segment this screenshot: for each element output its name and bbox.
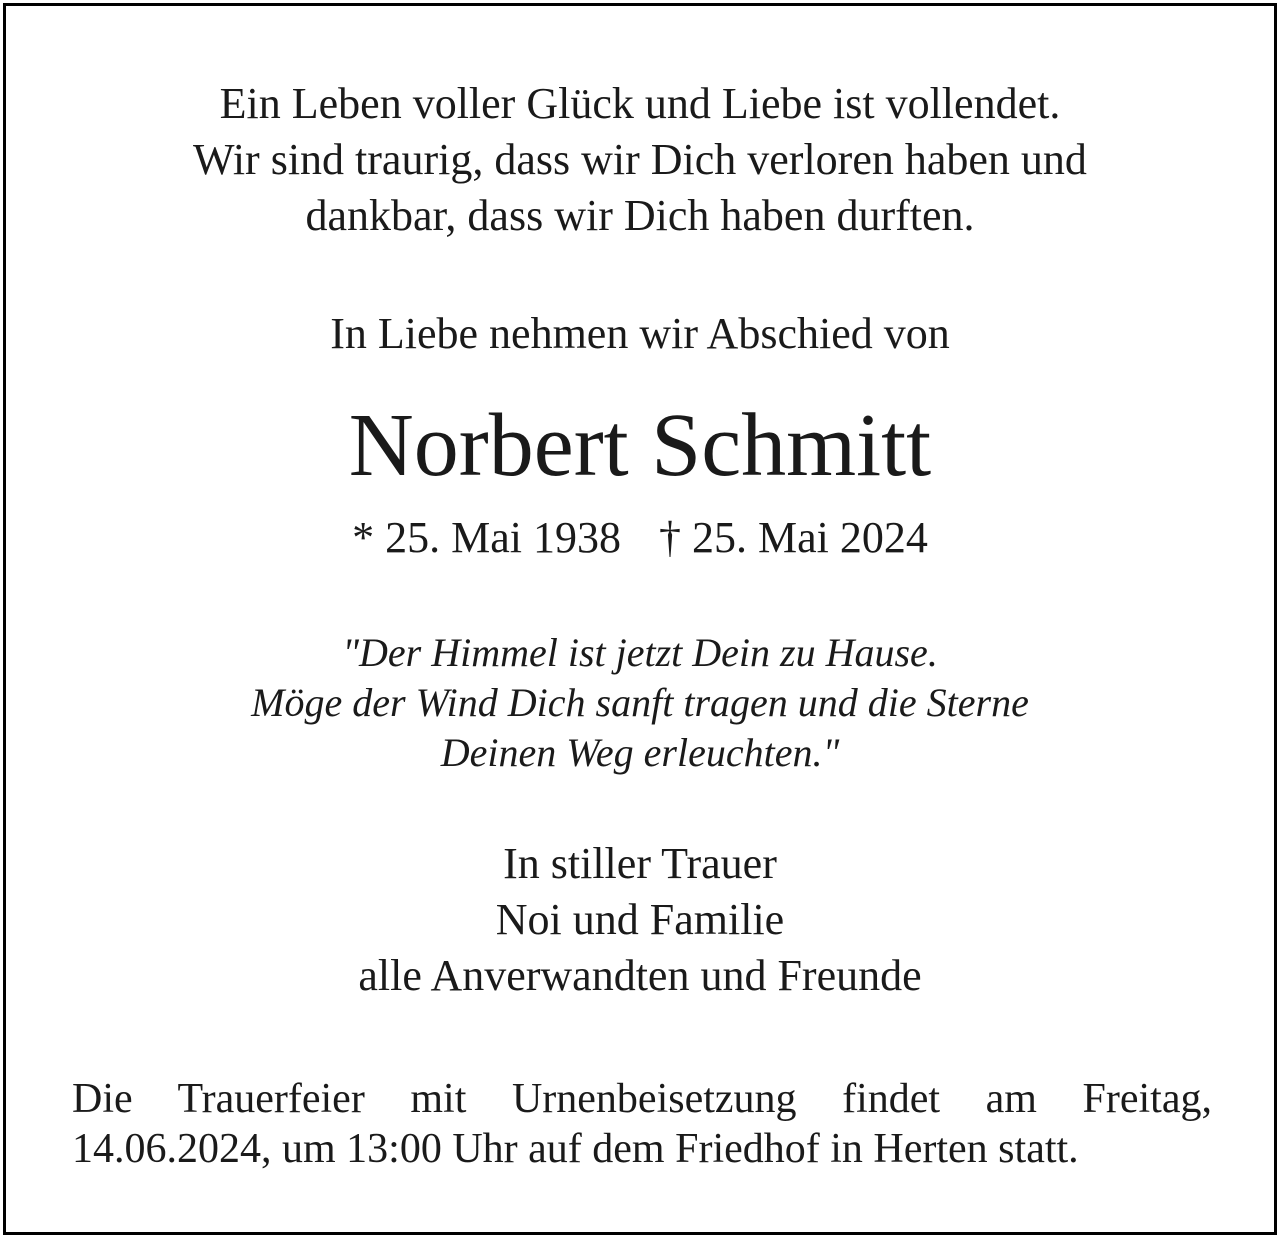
ceremony-notice xyxy=(72,1074,1212,1174)
quote-line-2: Möge der Wind Dich sanft tragen und die Sterne xyxy=(251,680,1029,725)
ceremony-line-2: 14.06.2024, um 13:00 Uhr auf dem Friedhof in Herten statt. xyxy=(72,1126,1079,1172)
mourners-line-1: In stiller Trauer xyxy=(503,839,777,888)
mourners-line-3: alle Anverwandten und Freunde xyxy=(358,951,922,1000)
quote-line-3: Deinen Weg erleuchten." xyxy=(440,730,840,775)
birth-date: * 25. Mai 1938 xyxy=(352,513,621,562)
obituary-frame xyxy=(3,3,1277,1235)
life-dates xyxy=(6,510,1274,566)
deceased-name: Norbert Schmitt xyxy=(348,396,932,495)
quote-line-1: "Der Himmel ist jetzt Dein zu Hause. xyxy=(342,630,938,675)
ceremony-line-1: Die Trauerfeier mit Urnenbeisetzung findet am Freitag, xyxy=(72,1076,1212,1122)
intro-line-3: dankbar, dass wir Dich haben durften. xyxy=(305,191,975,240)
mourners-line-2: Noi und Familie xyxy=(495,895,785,944)
death-date: † 25. Mai 2024 xyxy=(659,513,928,562)
intro-line-2: Wir sind traurig, dass wir Dich verloren haben und xyxy=(193,135,1087,184)
farewell-line: In Liebe nehmen wir Abschied von xyxy=(330,309,950,358)
intro-line-1: Ein Leben voller Glück und Liebe ist vollendet. xyxy=(219,79,1061,128)
obituary-content xyxy=(6,6,1274,1232)
